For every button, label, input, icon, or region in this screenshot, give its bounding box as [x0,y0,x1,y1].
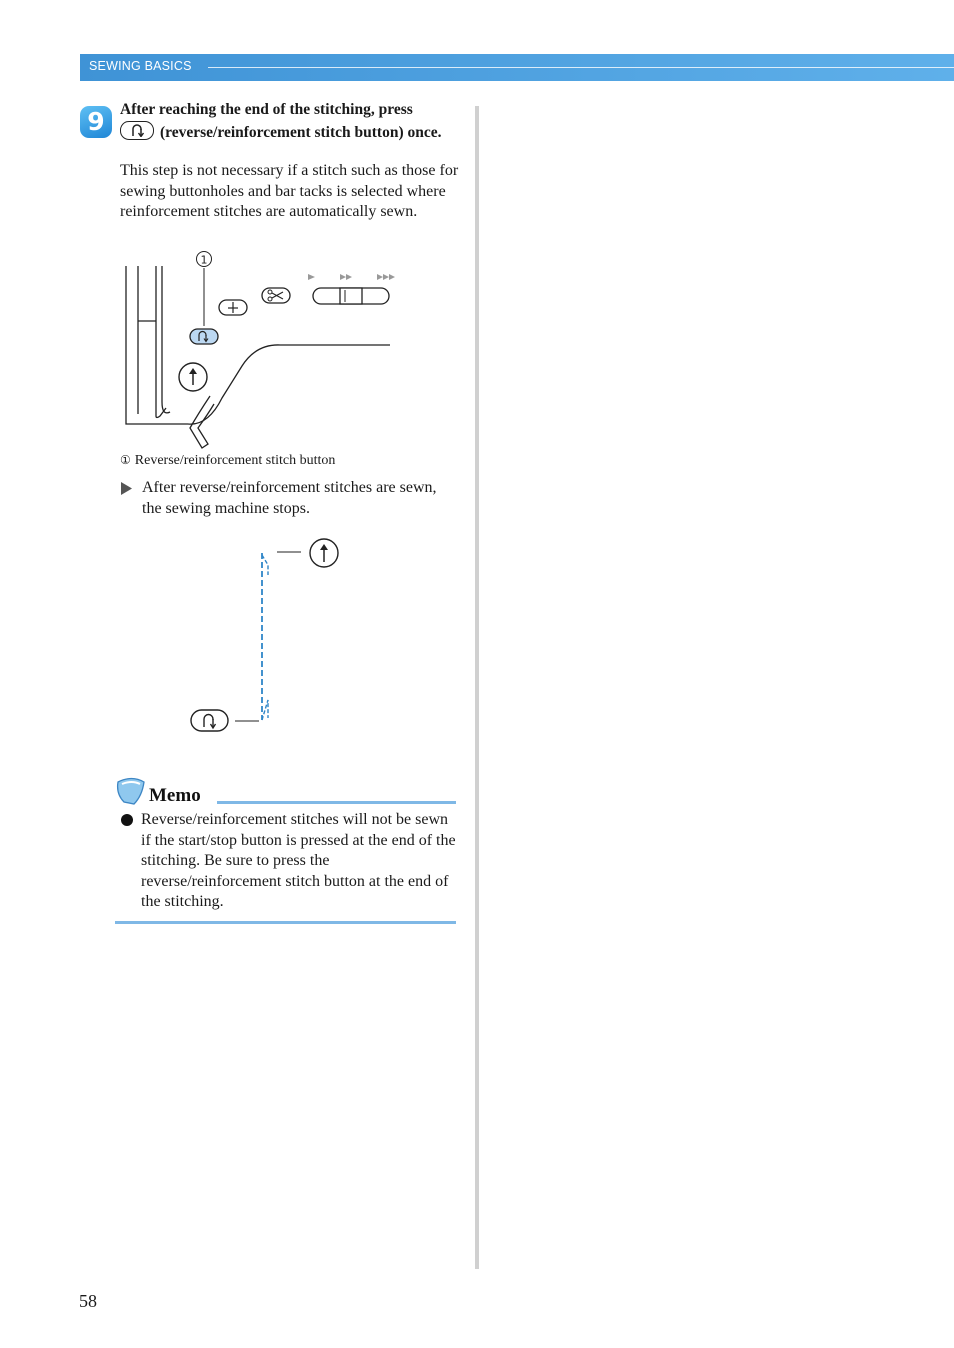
step-heading-before: After reaching the end of the stitching, press [120,101,413,118]
caption-number: ① [120,453,131,467]
step-number-badge [80,106,112,138]
needle-position-icon [219,300,247,315]
column-divider [475,106,479,1269]
section-title: SEWING BASICS [89,59,192,73]
stitch-line [262,553,268,720]
step-heading-after: (reverse/reinforcement stitch button) once. [160,123,442,141]
memo-rule-top [217,801,456,804]
result-arrow-icon [120,482,133,495]
step-number: 9 [87,107,105,136]
start-stop-button-icon [179,363,207,391]
thread-cutter-icon [262,288,290,303]
header-band [80,54,954,81]
memo-rule-bottom [115,921,456,924]
callout-1-number: 1 [200,253,208,267]
speed-slider-icon [313,288,389,304]
result-text: After reverse/reinforcement stitches are sewn, the sewing machine stops. [142,479,437,517]
caption-text: Reverse/reinforcement stitch button [134,453,336,468]
memo-title: Memo [149,785,201,806]
reverse-stitch-button-icon [191,710,228,731]
memo-item: Reverse/reinforcement stitches will not be sewn if the start/stop button is pressed at the end of the stitching. Be sure to press the reverse/reinforcement stitch button at the end of the stitching. [141,811,456,910]
callout-1 [197,252,212,327]
memo-icon [114,774,148,806]
step-body: This step is not necessary if a stitch such as those for sewing buttonholes and bar tacks is selected where reinforcement stitches are automatically sewn. [120,162,459,220]
figure-caption [120,453,335,469]
page-number: 58 [79,1291,97,1311]
stitch-diagram [185,535,355,740]
header-rule [208,67,954,68]
step-heading [120,100,465,143]
bullet-icon [121,814,133,826]
machine-panel-illustration [120,248,400,453]
reverse-stitch-button-icon [190,329,218,344]
speed-marks [308,274,395,280]
start-stop-button-icon [310,539,338,567]
reverse-stitch-button-icon [120,121,154,140]
